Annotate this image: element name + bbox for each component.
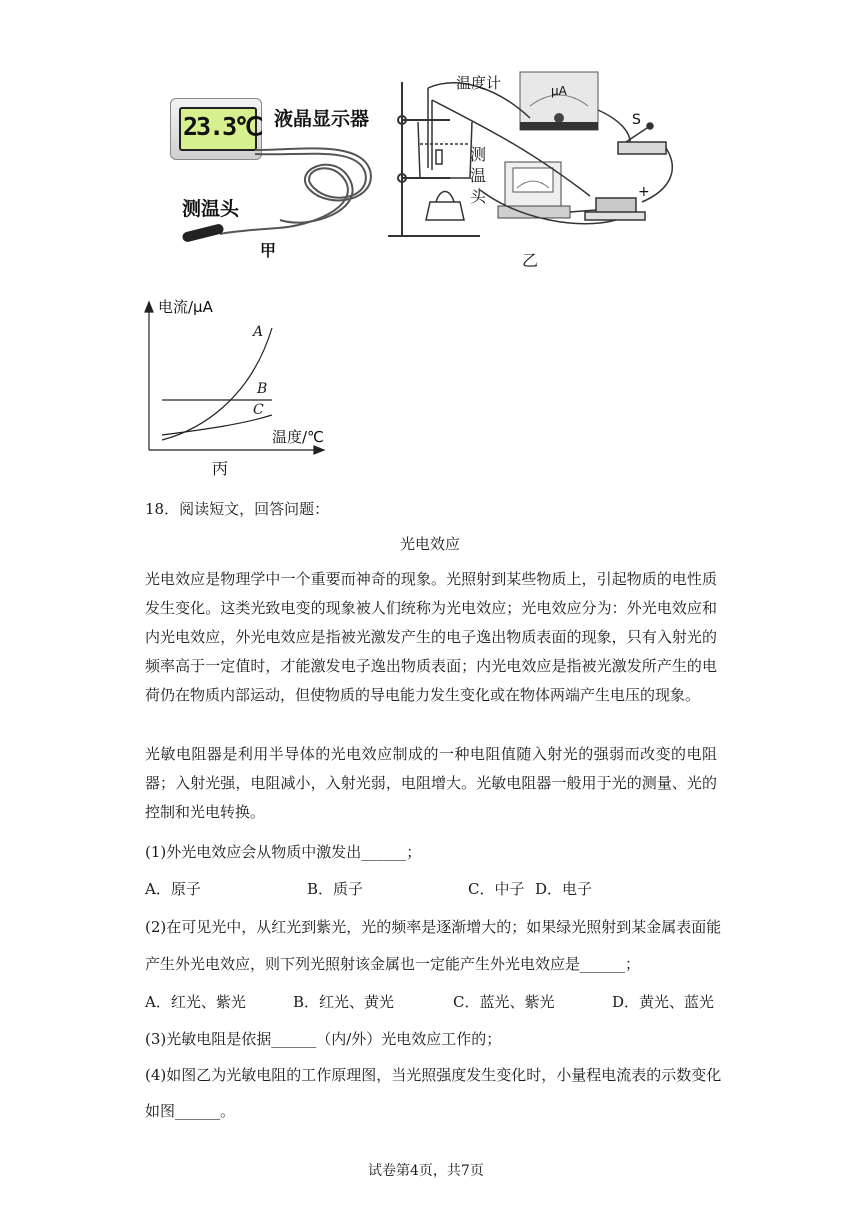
thermometer-label: 温度计 bbox=[456, 74, 502, 92]
question-heading: 18．阅读短文，回答问题： bbox=[145, 500, 330, 518]
probe-cable bbox=[160, 80, 400, 270]
curve-a bbox=[162, 328, 272, 440]
q1-option-d: D．电子 bbox=[535, 880, 593, 898]
switch-label: S bbox=[632, 112, 641, 128]
q2-option-c: C．蓝光、紫光 bbox=[453, 993, 555, 1011]
figure-yi bbox=[380, 70, 680, 270]
article-title: 光电效应 bbox=[400, 535, 461, 553]
graph-ylabel: 电流/μA bbox=[158, 298, 213, 316]
question-4-line-1: (4)如图乙为光敏电阻的工作原理图，当光照强度发生变化时，小量程电流表的示数变化 bbox=[145, 1066, 722, 1084]
paragraph-2: 光敏电阻器是利用半导体的光电效应制成的一种电阻值随入射光的强弱而改变的电阻器；入射光强，电阻减小，入射光弱，电阻增大。光敏电阻器一般用于光的测量、光的控制和光电转换。 bbox=[145, 745, 717, 821]
probe-char-3: 头 bbox=[470, 187, 487, 206]
curve-label-c: C bbox=[253, 402, 264, 418]
plus-sign: + bbox=[638, 184, 650, 200]
probe-label: 测温头 bbox=[182, 198, 240, 220]
q1-option-b: B．质子 bbox=[307, 880, 364, 898]
figure-bing-caption: 丙 bbox=[212, 459, 229, 478]
probe-vertical-label bbox=[470, 144, 488, 207]
graph-xlabel: 温度/℃ bbox=[272, 428, 324, 446]
probe-char-1: 测 bbox=[470, 145, 487, 164]
question-4-line-2: 如图______。 bbox=[145, 1102, 236, 1120]
q2-option-d: D．黄光、蓝光 bbox=[612, 993, 715, 1011]
page-footer: 试卷第4页，共7页 bbox=[368, 1163, 484, 1179]
probe-char-2: 温 bbox=[470, 166, 487, 185]
question-1: (1)外光电效应会从物质中激发出______； bbox=[145, 843, 422, 861]
question-3: (3)光敏电阻是依据______（内/外）光电效应工作的； bbox=[145, 1030, 502, 1048]
q2-option-a: A．红光、紫光 bbox=[145, 993, 246, 1011]
lcd-reading: 23.3℃ bbox=[183, 112, 262, 141]
paragraph-1: 光电效应是物理学中一个重要而神奇的现象。光照射到某些物质上，引起物质的电性质发生变化。这类光致电变的现象被人们统称为光电效应；光电效应分为：外光电效应和内光电效应，外光电效应是指被光激发产生的电子逸出物质表面的现象，只有入射光的频率高于一定值时，才能激发电子逸出物质表面；内光电效应是指被光激发所产生的电荷仍在物质内部运动，但使物质的导电能力发生变化或在物体两端产生电压的现象。 bbox=[145, 570, 717, 704]
microammeter-unit: μA bbox=[551, 84, 567, 98]
q1-option-c: C．中子 bbox=[468, 880, 525, 898]
curve-label-a: A bbox=[253, 324, 264, 340]
circuit-diagram bbox=[380, 70, 680, 270]
curve-c bbox=[162, 415, 272, 435]
q1-option-a: A．原子 bbox=[145, 880, 201, 898]
figure-jia-caption: 甲 bbox=[260, 241, 277, 260]
question-2-line-1: (2)在可见光中，从红光到紫光，光的频率是逐渐增大的；如果绿光照射到某金属表面能 bbox=[145, 918, 722, 936]
lcd-label: 液晶显示器 bbox=[274, 108, 370, 130]
curve-label-b: B bbox=[257, 381, 268, 397]
current-temperature-graph bbox=[140, 290, 340, 480]
question-2-line-2: 产生外光电效应，则下列光照射该金属也一定能产生外光电效应是______； bbox=[145, 955, 641, 973]
figure-jia bbox=[160, 80, 400, 270]
q2-option-b: B．红光、黄光 bbox=[293, 993, 395, 1011]
figure-bing bbox=[140, 290, 340, 480]
figure-yi-caption: 乙 bbox=[522, 251, 539, 270]
